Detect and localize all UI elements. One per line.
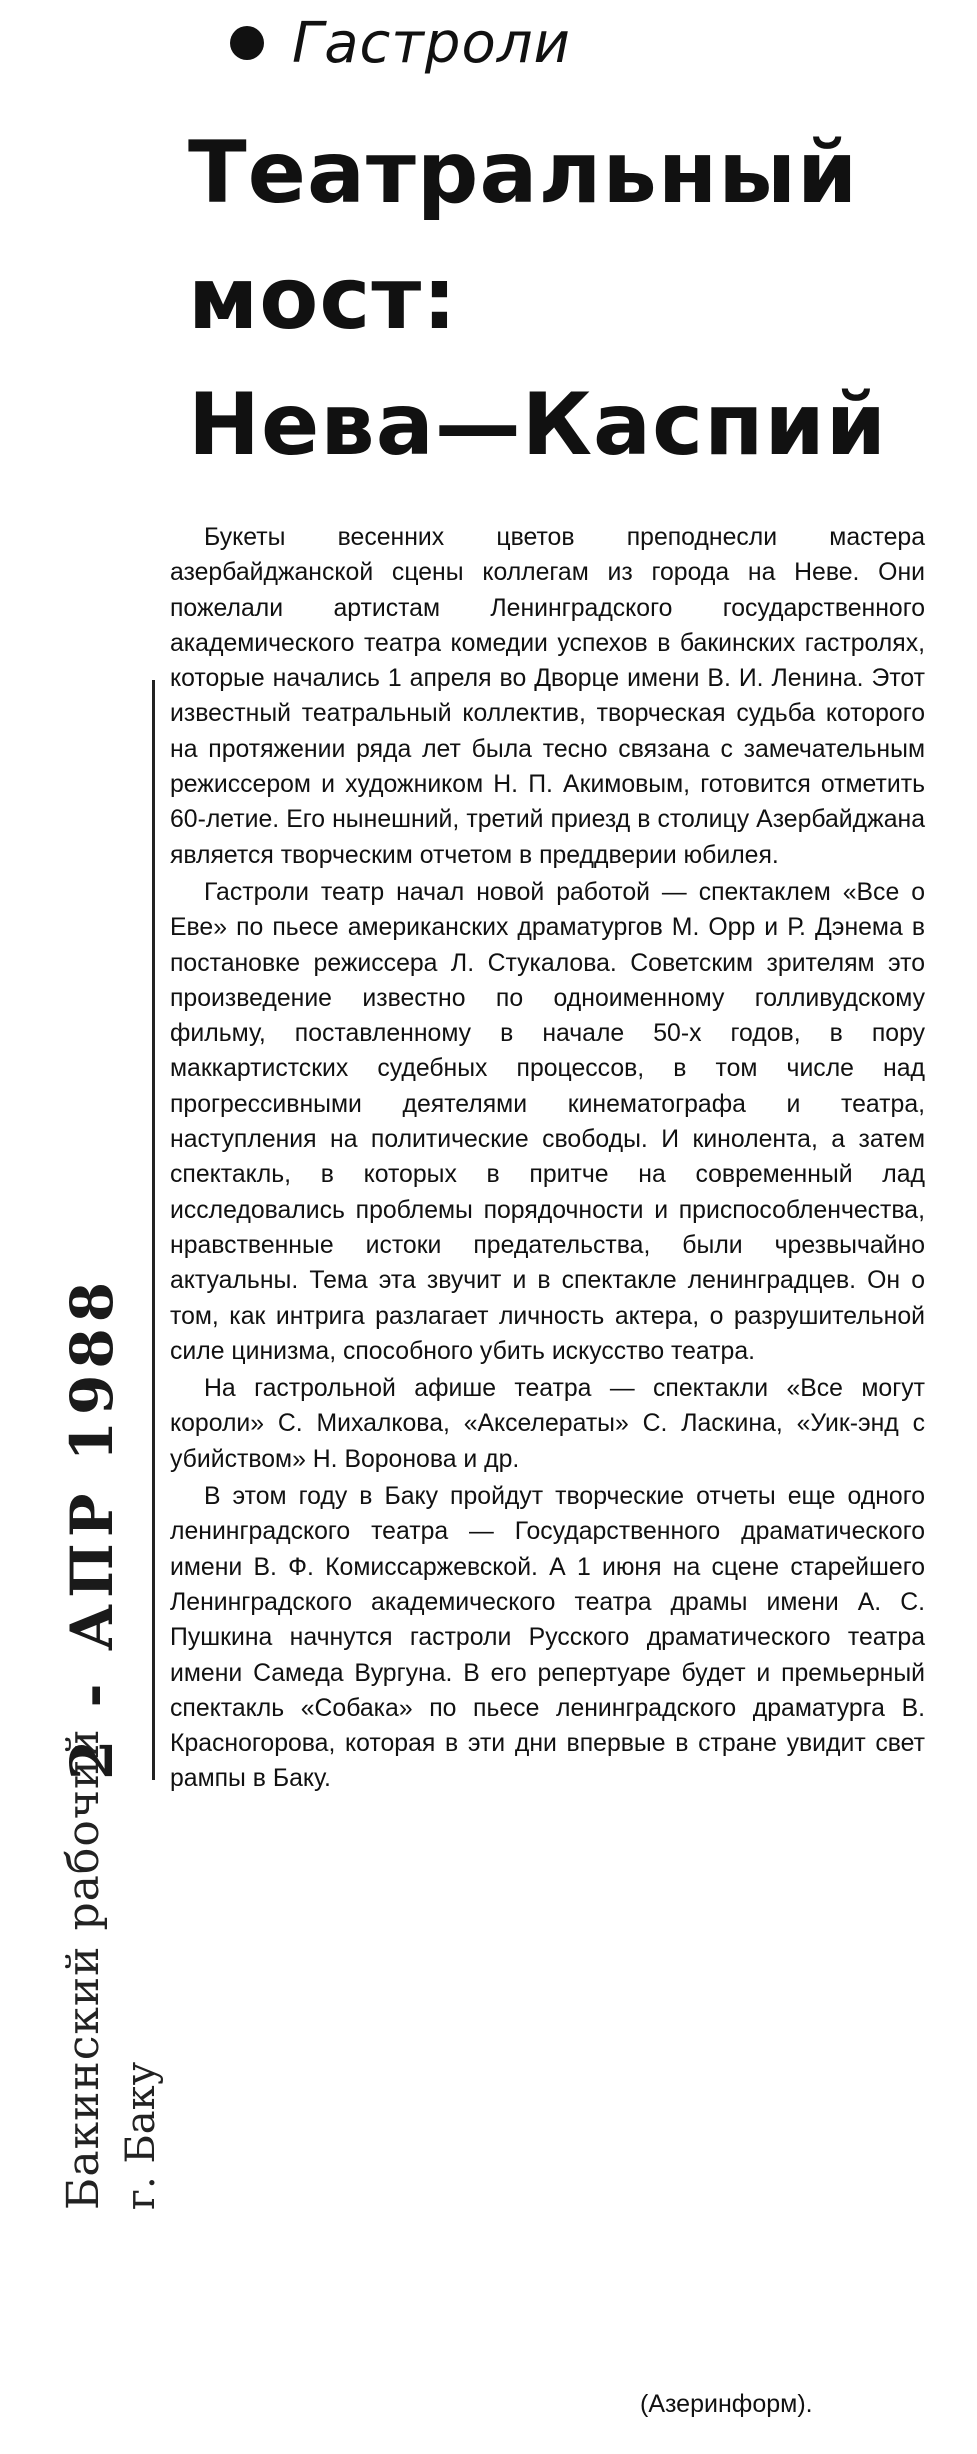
stamp-date: 2 - АПР 1988 <box>58 1275 126 1780</box>
column-rule <box>152 680 155 1780</box>
stamp-city: г. Баку <box>118 2061 164 2210</box>
article-paragraph: На гастрольной афише театра — спектакли «Все могут короли» С. Михалкова, «Акселераты» С. Ласкина, «Уик-энд с убийством» Н. Воронова и др. <box>170 1375 925 1473</box>
article-source: (Азеринформ). <box>640 2390 813 2418</box>
rubric-label: Гастроли <box>292 10 571 76</box>
archive-stamp <box>58 1210 178 2210</box>
article-paragraph: Гастроли театр начал новой работой — спектаклем «Все о Еве» по пьесе американских драматургов М. Орр и Р. Дэнема в постановке режиссера Л. Стукалова. Советским зрителям это произведение известно по одноименному голливудскому фильму, поставленному в начале 50-х годов, в пору маккартистских судебных процессов, в том числе над прогрессивными деятелями кинематографа и театра, наступления на политические свободы. И кинолента, а затем спектакль, в которых в притче на современный лад исследовались проблемы порядочности и приспособленчества, нравственные истоки предательства, были чрезвычайно актуальны. Тема эта звучит и в спектакле ленинградцев. Он о том, как интрига разлагает личность актера, о разрушительной силе цинизма, способного убить искусство театра. <box>170 878 925 1365</box>
bullet-dot-icon <box>230 26 264 60</box>
stamp-newspaper-name: Бакинский рабочий <box>58 1728 109 2210</box>
headline-line-2: мост: <box>188 249 458 349</box>
article-body <box>170 520 925 1799</box>
headline-line-3: Нева—Каспий <box>188 375 887 475</box>
rubric-header <box>230 8 571 78</box>
article-paragraph: Букеты весенних цветов преподнесли мастера азербайджанской сцены коллегам из города на Неве. Они пожелали артистам Ленинградского государственного академического театра комедии успехов в бакинских гастролях, которые начались 1 апреля во Дворце имени В. И. Ленина. Этот известный театральный коллектив, творческая судьба которого на протяжении ряда лет была тесно связана с замечательным режиссером и художником Н. П. Акимовым, готовится отметить 60-летие. Его нынешний, третий приезд в столицу Азербайджана является творческим отчетом в преддверии юбилея. <box>170 524 925 869</box>
article-paragraph: В этом году в Баку пройдут творческие отчеты еще одного ленинградского театра — Государственного драматического имени В. Ф. Комиссаржевской. А 1 июня на сцене старейшего Ленинградского академического театра драмы имени А. С. Пушкина начнутся гастроли Русского драматического театра имени Самеда Вургуна. В его репертуаре будет и премьерный спектакль «Собака» по пьесе ленинградского драматурга В. Красногорова, которая в эти дни впервые в стране увидит свет рампы в Баку. <box>170 1483 925 1793</box>
headline-line-1: Театральный <box>188 123 859 223</box>
article-headline <box>188 110 948 488</box>
